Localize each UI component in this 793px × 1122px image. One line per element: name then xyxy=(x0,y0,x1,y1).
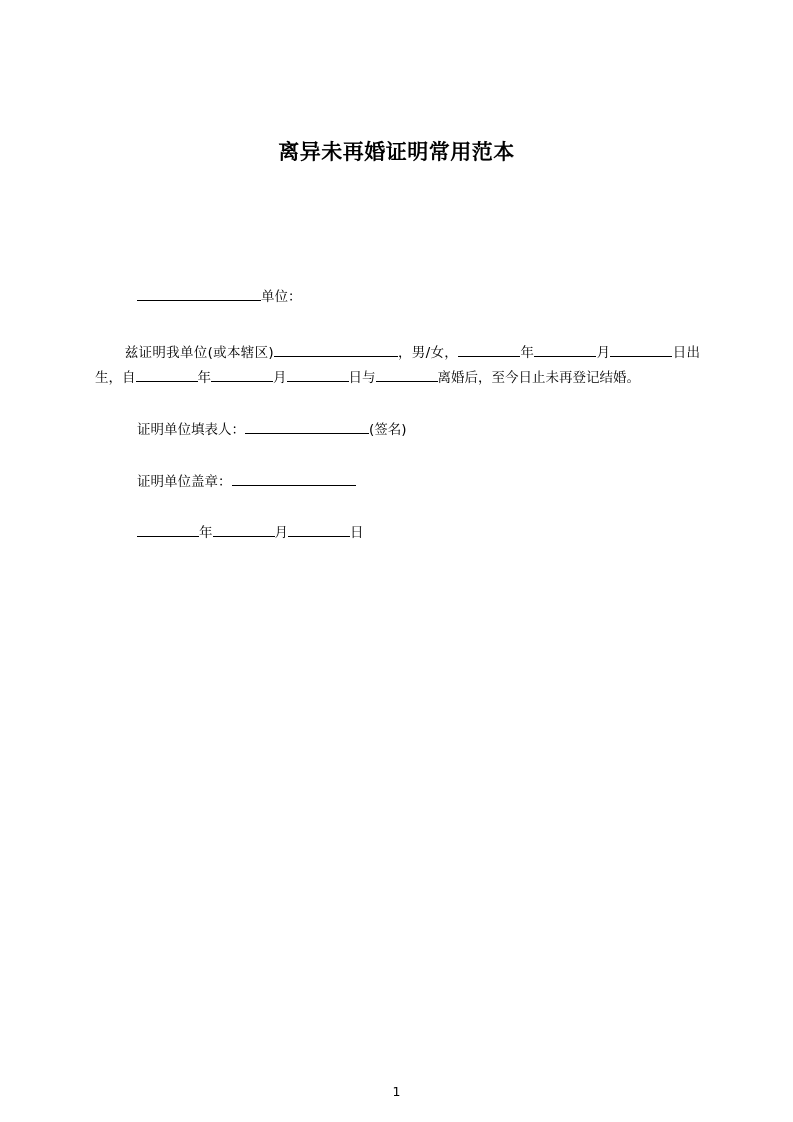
filler-line xyxy=(95,418,700,444)
divorce-year-label: 年 xyxy=(197,370,211,387)
page-title: 离异未再婚证明常用范本 xyxy=(278,140,515,164)
divorce-month-label: 月 xyxy=(273,370,287,387)
birth-year-label: 年 xyxy=(520,344,535,361)
recipient-line xyxy=(95,285,700,311)
divorce-day-blank xyxy=(287,381,349,382)
seal-label: 证明单位盖章： xyxy=(137,473,232,490)
date-year-blank xyxy=(137,536,199,537)
statement-tail: 离婚后，至今日止未再登记结婚。 xyxy=(437,370,640,387)
document-body xyxy=(95,285,700,565)
birth-month-label: 月 xyxy=(596,344,611,361)
divorce-month-blank xyxy=(211,381,273,382)
statement-name-blank xyxy=(274,356,398,357)
divorce-day-label: 日与 xyxy=(348,370,376,387)
date-day-label: 日 xyxy=(350,525,364,542)
birth-year-blank xyxy=(458,356,520,357)
birth-day-blank xyxy=(610,356,672,357)
date-day-blank xyxy=(288,536,350,537)
recipient-label: 单位： xyxy=(261,289,302,305)
date-month-blank xyxy=(213,536,275,537)
spouse-blank xyxy=(376,381,438,382)
filler-label: 证明单位填表人： xyxy=(137,421,245,438)
divorce-year-blank xyxy=(136,381,198,382)
page-number: 1 xyxy=(392,1084,401,1099)
date-year-label: 年 xyxy=(199,525,213,542)
birth-day-label: 日出生，自 xyxy=(95,344,701,387)
recipient-blank xyxy=(137,300,261,301)
birth-month-blank xyxy=(534,356,596,357)
statement-paragraph xyxy=(95,341,700,392)
statement-lead: 兹证明我单位(或本辖区) xyxy=(124,344,274,361)
date-line xyxy=(95,521,700,547)
seal-line xyxy=(95,470,700,496)
statement-sep1: ，男/女， xyxy=(397,344,459,361)
filler-blank xyxy=(245,433,369,434)
seal-blank xyxy=(232,485,356,486)
filler-note: (签名) xyxy=(369,421,407,438)
date-month-label: 月 xyxy=(274,525,288,542)
